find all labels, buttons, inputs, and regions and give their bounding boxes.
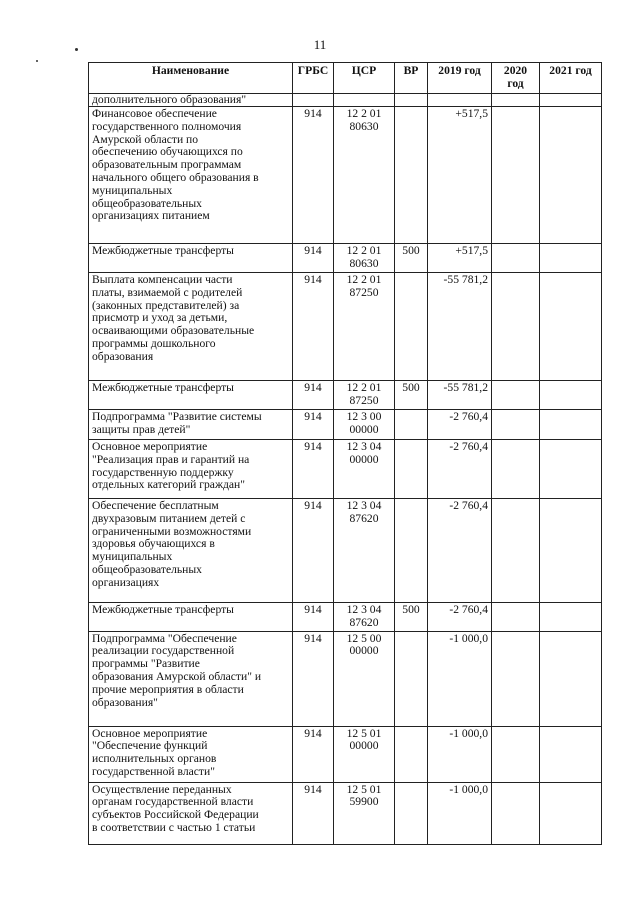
- table-row: [89, 244, 602, 273]
- cell-2021: [540, 410, 602, 440]
- cell-2021: [540, 381, 602, 410]
- cell-name: Межбюджетные трансферты: [89, 244, 293, 273]
- cell-csr: 12 2 01 80630: [334, 244, 395, 273]
- cell-2020: [492, 244, 540, 273]
- cell-2021: [540, 244, 602, 273]
- cell-csr: 12 3 04 87620: [334, 499, 395, 603]
- cell-2019: +517,5: [428, 107, 492, 244]
- scan-speck: [36, 60, 38, 62]
- cell-csr: 12 2 01 87250: [334, 381, 395, 410]
- cell-grbs: 914: [293, 603, 334, 632]
- table-body: [89, 94, 602, 845]
- cell-2021: [540, 499, 602, 603]
- cell-2020: [492, 603, 540, 632]
- cell-2021: [540, 440, 602, 499]
- cell-2020: [492, 631, 540, 726]
- table-row: [89, 107, 602, 244]
- cell-vr: [395, 107, 428, 244]
- header-name: Наименование: [89, 63, 293, 94]
- cell-grbs: 914: [293, 244, 334, 273]
- cell-name: Подпрограмма "Обеспечение реализации государственной программы "Развитие образования Амурской области" и прочие мероприятия в области образования": [89, 631, 293, 726]
- cell-grbs: 914: [293, 381, 334, 410]
- cell-2020: [492, 499, 540, 603]
- cell-2019: -55 781,2: [428, 381, 492, 410]
- cell-2019: -2 760,4: [428, 440, 492, 499]
- table-row: [89, 499, 602, 603]
- cell-2020: [492, 273, 540, 381]
- cell-csr: 12 2 01 80630: [334, 107, 395, 244]
- table-row: [89, 94, 602, 107]
- cell-2019: -2 760,4: [428, 499, 492, 603]
- cell-name: Межбюджетные трансферты: [89, 381, 293, 410]
- cell-grbs: 914: [293, 273, 334, 381]
- header-vr: ВР: [395, 63, 428, 94]
- cell-name: Финансовое обеспечение государственного полномочия Амурской области по обеспечению обучающихся по образовательным программам начального общего образования в муниципальных общеобразовательных организациях питанием: [89, 107, 293, 244]
- cell-vr: [395, 94, 428, 107]
- cell-2019: -1 000,0: [428, 631, 492, 726]
- table-row: [89, 782, 602, 844]
- cell-grbs: [293, 94, 334, 107]
- cell-csr: 12 5 01 00000: [334, 726, 395, 782]
- header-2020: 2020 год: [492, 63, 540, 94]
- cell-vr: [395, 726, 428, 782]
- cell-2021: [540, 273, 602, 381]
- cell-2019: [428, 94, 492, 107]
- cell-grbs: 914: [293, 726, 334, 782]
- table-row: [89, 726, 602, 782]
- table-row: [89, 273, 602, 381]
- cell-vr: [395, 410, 428, 440]
- cell-2019: +517,5: [428, 244, 492, 273]
- cell-grbs: 914: [293, 107, 334, 244]
- cell-2021: [540, 726, 602, 782]
- cell-2020: [492, 440, 540, 499]
- cell-csr: [334, 94, 395, 107]
- cell-name: Основное мероприятие "Реализация прав и гарантий на государственную поддержку отдельных категорий граждан": [89, 440, 293, 499]
- cell-csr: 12 2 01 87250: [334, 273, 395, 381]
- cell-csr: 12 3 04 00000: [334, 440, 395, 499]
- cell-2020: [492, 107, 540, 244]
- table-row: [89, 440, 602, 499]
- table-header-row: [89, 63, 602, 94]
- cell-name: дополнительного образования": [89, 94, 293, 107]
- cell-2019: -2 760,4: [428, 410, 492, 440]
- cell-csr: 12 5 01 59900: [334, 782, 395, 844]
- cell-2019: -1 000,0: [428, 726, 492, 782]
- budget-table: [88, 62, 602, 845]
- cell-2020: [492, 381, 540, 410]
- cell-vr: [395, 273, 428, 381]
- cell-2021: [540, 107, 602, 244]
- table-row: [89, 631, 602, 726]
- table-row: [89, 381, 602, 410]
- cell-grbs: 914: [293, 410, 334, 440]
- cell-2021: [540, 603, 602, 632]
- cell-name: Выплата компенсации части платы, взимаемой с родителей (законных представителей) за присмотр и уход за детьми, осваивающими образовательные программы дошкольного образования: [89, 273, 293, 381]
- table-row: [89, 410, 602, 440]
- header-2021: 2021 год: [540, 63, 602, 94]
- cell-csr: 12 3 04 87620: [334, 603, 395, 632]
- cell-csr: 12 5 00 00000: [334, 631, 395, 726]
- cell-2019: -2 760,4: [428, 603, 492, 632]
- cell-2020: [492, 410, 540, 440]
- cell-name: Подпрограмма "Развитие системы защиты прав детей": [89, 410, 293, 440]
- cell-2019: -55 781,2: [428, 273, 492, 381]
- header-2019: 2019 год: [428, 63, 492, 94]
- cell-grbs: 914: [293, 631, 334, 726]
- cell-grbs: 914: [293, 499, 334, 603]
- cell-vr: [395, 631, 428, 726]
- cell-2020: [492, 726, 540, 782]
- cell-2020: [492, 782, 540, 844]
- table-row: [89, 603, 602, 632]
- cell-name: Межбюджетные трансферты: [89, 603, 293, 632]
- cell-name: Осуществление переданных органам государственной власти субъектов Российской Федерации в соответствии с частью 1 статьи: [89, 782, 293, 844]
- cell-2020: [492, 94, 540, 107]
- cell-2021: [540, 94, 602, 107]
- scan-speck: [75, 48, 78, 51]
- header-grbs: ГРБС: [293, 63, 334, 94]
- cell-name: Основное мероприятие "Обеспечение функций исполнительных органов государственной власти": [89, 726, 293, 782]
- page-number: 11: [313, 37, 327, 52]
- cell-vr: 500: [395, 381, 428, 410]
- header-csr: ЦСР: [334, 63, 395, 94]
- cell-vr: [395, 440, 428, 499]
- cell-vr: [395, 499, 428, 603]
- cell-2019: -1 000,0: [428, 782, 492, 844]
- cell-2021: [540, 782, 602, 844]
- cell-vr: 500: [395, 603, 428, 632]
- cell-grbs: 914: [293, 440, 334, 499]
- cell-csr: 12 3 00 00000: [334, 410, 395, 440]
- cell-grbs: 914: [293, 782, 334, 844]
- cell-2021: [540, 631, 602, 726]
- cell-name: Обеспечение бесплатным двухразовым питанием детей с ограниченными возможностями здоровья обучающихся в муниципальных общеобразовательных организациях: [89, 499, 293, 603]
- cell-vr: [395, 782, 428, 844]
- cell-vr: 500: [395, 244, 428, 273]
